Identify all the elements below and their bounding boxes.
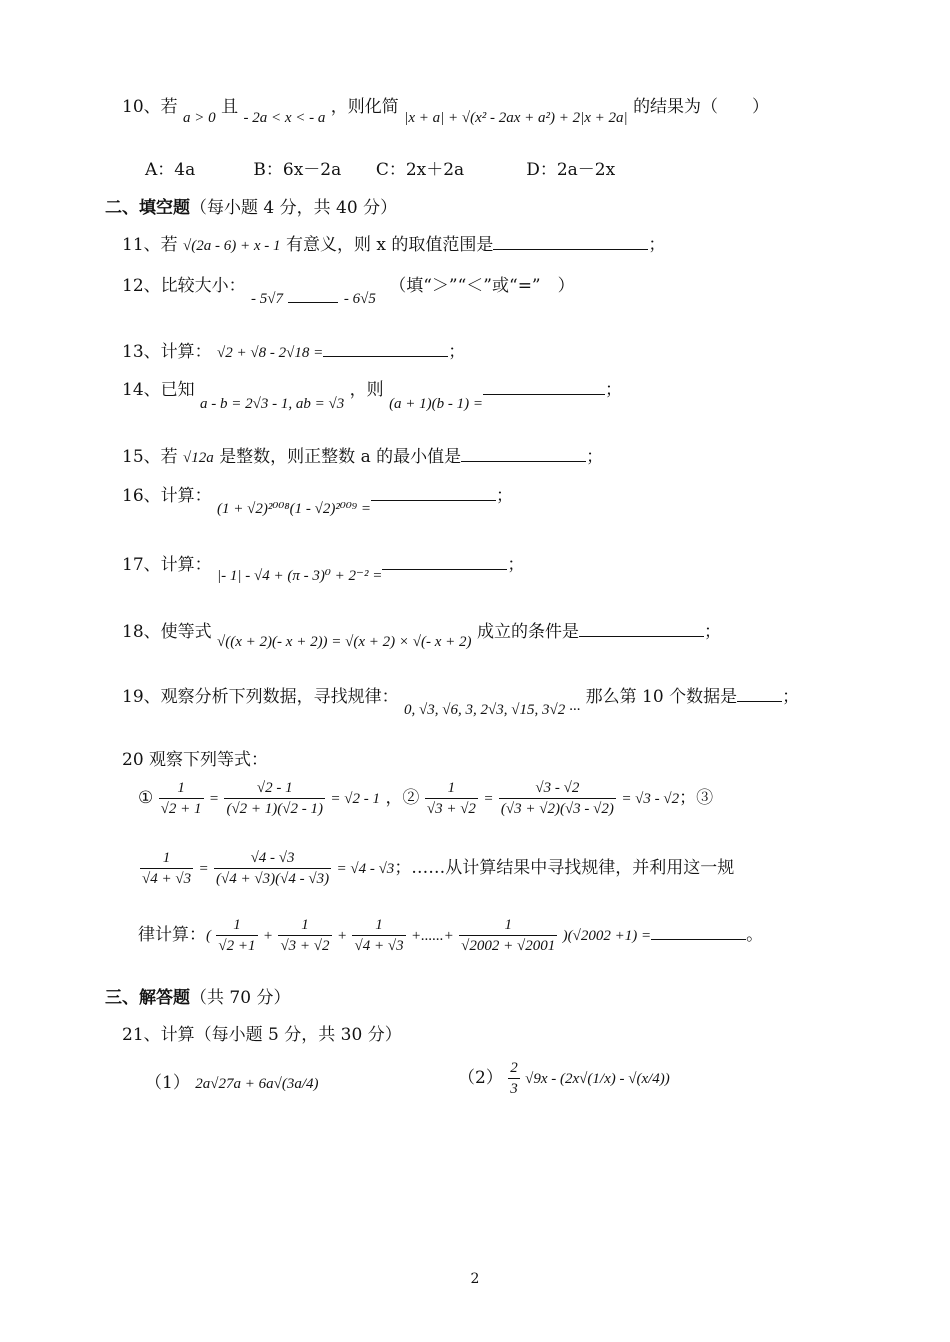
q14-expression: (a + 1)(b - 1) = <box>389 396 484 412</box>
answer-blank[interactable] <box>288 286 338 303</box>
answer-blank[interactable] <box>461 445 586 462</box>
q10-expression: |x + a| + √(x² - 2ax + a²) + 2|x + 2a| <box>404 110 628 126</box>
question-16 <box>122 481 513 517</box>
q18-end: ； <box>703 622 721 642</box>
q20-result-1: = √2 - 1 <box>330 791 381 807</box>
q20-intro: 20 观察下列等式： <box>122 750 269 770</box>
q20-circled-1: ① <box>138 788 154 808</box>
numerator: 2 <box>508 1058 520 1079</box>
q10-choices <box>145 155 615 180</box>
q16-end: ； <box>495 486 513 506</box>
denominator: √4 + √3 <box>142 871 192 887</box>
q18-suffix: 成立的条件是 <box>476 622 579 642</box>
fraction <box>459 915 557 956</box>
q12-prefix: 12、比较大小： <box>122 276 246 296</box>
q20-result-2: = √3 - √2 <box>621 791 680 807</box>
denominator: 3 <box>510 1081 518 1097</box>
q16-prefix: 16、计算： <box>122 486 212 506</box>
q19-end: ； <box>782 687 800 707</box>
answer-blank[interactable] <box>737 685 782 702</box>
answer-blank[interactable] <box>579 620 704 637</box>
q20-line-1: ① $\frac{1}{√2 + 1}$ = $\frac{√2 - 1}{(√2 + 1)(√2 - 1)}$ = √2 - 1 ，② $\frac{1}{√3 + √2}$ = $\frac{√3 - √2}{(√3 + √2)(√3 - √2)}$ = √3 - √2；③ <box>138 780 714 817</box>
answer-blank[interactable] <box>323 340 448 357</box>
question-12 <box>122 271 575 307</box>
choice-c: C：2x＋2a <box>375 160 465 180</box>
q13-expression: √2 + √8 - 2√18 = <box>217 345 324 361</box>
q14-given: a - b = 2√3 - 1, ab = √3 <box>200 396 345 412</box>
fraction <box>352 915 405 956</box>
question-15 <box>122 442 603 467</box>
denominator: (√3 + √2)(√3 - √2) <box>500 801 614 817</box>
q20-line-2: $\frac{1}{√4 + √3}$ = $\frac{√4 - √3}{(√4 + √3)(√4 - √3)}$ = √4 - √3；……从计算结果中寻找规律，并利用这一规 <box>142 850 735 887</box>
section-2-note: （每小题 4 分，共 40 分） <box>190 198 398 218</box>
q15-expression: √12a <box>183 450 214 466</box>
q10-simplify: ，则化简 <box>330 97 399 117</box>
numerator: 1 <box>459 915 557 936</box>
q11-prefix: 11、若 <box>122 235 178 255</box>
q20-circled-3: ；③ <box>679 788 714 808</box>
q10-suffix: 的结果为（ ） <box>633 97 770 117</box>
choice-d: D：2a－2x <box>526 160 616 180</box>
section-2-heading <box>105 193 397 218</box>
q20-dots: +......+ <box>410 928 454 944</box>
question-17 <box>122 550 525 584</box>
question-13 <box>122 337 465 362</box>
q15-prefix: 15、若 <box>122 447 178 467</box>
fraction <box>425 778 478 819</box>
answer-blank[interactable] <box>651 923 746 940</box>
section-3-note: （共 70 分） <box>190 988 291 1008</box>
q12-suffix: （填“＞”“＜”或“=” ） <box>389 276 575 296</box>
q21-part-1 <box>145 1068 318 1093</box>
page-number: 2 <box>470 1271 480 1287</box>
numerator: √4 - √3 <box>214 848 331 869</box>
question-11 <box>122 230 665 255</box>
fraction <box>508 1058 520 1099</box>
fraction <box>140 848 193 889</box>
denominator: (√4 + √3)(√4 - √3) <box>216 871 330 887</box>
part-2-label: （2） <box>458 1068 503 1088</box>
q14-prefix: 14、已知 <box>122 380 195 400</box>
q17-end: ； <box>507 555 525 575</box>
q13-end: ； <box>448 342 466 362</box>
numerator: 1 <box>159 778 204 799</box>
q15-suffix: 是整数，则正整数 a 的最小值是 <box>219 447 462 467</box>
q13-prefix: 13、计算： <box>122 342 212 362</box>
q11-end: ； <box>648 235 666 255</box>
denominator: √3 + √2 <box>280 938 330 954</box>
fraction <box>278 915 331 956</box>
question-19 <box>122 682 800 718</box>
q10-condition-1: a > 0 <box>183 110 216 126</box>
answer-blank[interactable] <box>382 553 507 570</box>
q20-result-3: = √4 - √3 <box>336 861 395 877</box>
q19-sequence: 0, √3, √6, 3, 2√3, √15, 3√2 ··· <box>404 702 581 718</box>
q12-left: - 5√7 <box>251 291 284 307</box>
fraction <box>214 848 331 889</box>
q11-expression: √(2a - 6) + x - 1 <box>183 238 281 254</box>
section-2-title: 二、填空题 <box>105 198 190 218</box>
q18-prefix: 18、使等式 <box>122 622 212 642</box>
q10-and: 且 <box>221 97 239 117</box>
section-3-title: 三、解答题 <box>105 988 190 1008</box>
fraction <box>224 778 325 819</box>
numerator: 1 <box>352 915 405 936</box>
denominator: √2002 + √2001 <box>461 938 556 954</box>
q20-line-3: 律计算：( $\frac{1}{√2 +1}$ + $\frac{1}{√3 + √2}$ + $\frac{1}{√4 + √3}$ +......+ $\frac{1}{√2002 + √2001}$ )(√2002 +1) = 。 <box>138 917 764 954</box>
denominator: (√2 + 1)(√2 - 1) <box>226 801 324 817</box>
denominator: √2 + 1 <box>160 801 202 817</box>
answer-blank[interactable] <box>371 484 496 501</box>
q14-then: ，则 <box>349 380 384 400</box>
question-10 <box>122 92 770 126</box>
q10-condition-2: - 2a < x < - a <box>243 110 326 126</box>
numerator: √2 - 1 <box>224 778 325 799</box>
q20-text-1: ；……从计算结果中寻找规律，并利用这一规 <box>394 858 735 878</box>
question-21-title: 21、计算（每小题 5 分，共 30 分） <box>122 1025 402 1045</box>
denominator: √3 + √2 <box>426 801 476 817</box>
answer-blank[interactable] <box>493 233 648 250</box>
q16-expression: (1 + √2)²⁰⁰⁸(1 - √2)²⁰⁰⁹ = <box>217 501 371 517</box>
q20-tail: )(√2002 +1) = <box>562 928 652 944</box>
q10-prefix: 10、若 <box>122 97 178 117</box>
q20-text-2: 律计算： <box>138 925 206 945</box>
numerator: 1 <box>140 848 193 869</box>
q21-part-2 <box>458 1058 670 1099</box>
q19-prefix: 19、观察分析下列数据，寻找规律： <box>122 687 399 707</box>
q17-prefix: 17、计算： <box>122 555 212 575</box>
q15-end: ； <box>586 447 604 467</box>
part-1-label: （1） <box>145 1073 190 1093</box>
choice-b: B：6x－2a <box>253 160 342 180</box>
fraction <box>216 915 257 956</box>
q20-end: 。 <box>746 925 764 945</box>
q11-suffix: 有意义，则 x 的取值范围是 <box>285 235 494 255</box>
part-2-expression: √9x - (2x√(1/x) - √(x/4)) <box>525 1071 670 1087</box>
denominator: √4 + √3 <box>354 938 404 954</box>
answer-blank[interactable] <box>483 378 605 395</box>
q14-end: ； <box>605 380 623 400</box>
numerator: 1 <box>216 915 257 936</box>
fraction <box>499 778 616 819</box>
part-1-expression: 2a√27a + 6a√(3a/4) <box>195 1076 319 1092</box>
denominator: √2 +1 <box>218 938 256 954</box>
choice-a: A：4a <box>145 160 196 180</box>
q18-expression: √((x + 2)(- x + 2)) = √(x + 2) × √(- x + 2) <box>217 634 472 650</box>
q20-circled-2: ，② <box>385 788 420 808</box>
q19-suffix: 那么第 10 个数据是 <box>585 687 738 707</box>
fraction <box>159 778 204 819</box>
question-14 <box>122 375 623 412</box>
q12-right: - 6√5 <box>343 291 376 307</box>
numerator: 1 <box>425 778 478 799</box>
numerator: 1 <box>278 915 331 936</box>
section-3-heading <box>105 983 290 1008</box>
question-18 <box>122 617 721 650</box>
q17-expression: |- 1| - √4 + (π - 3)⁰ + 2⁻² = <box>217 568 383 584</box>
numerator: √3 - √2 <box>499 778 616 799</box>
